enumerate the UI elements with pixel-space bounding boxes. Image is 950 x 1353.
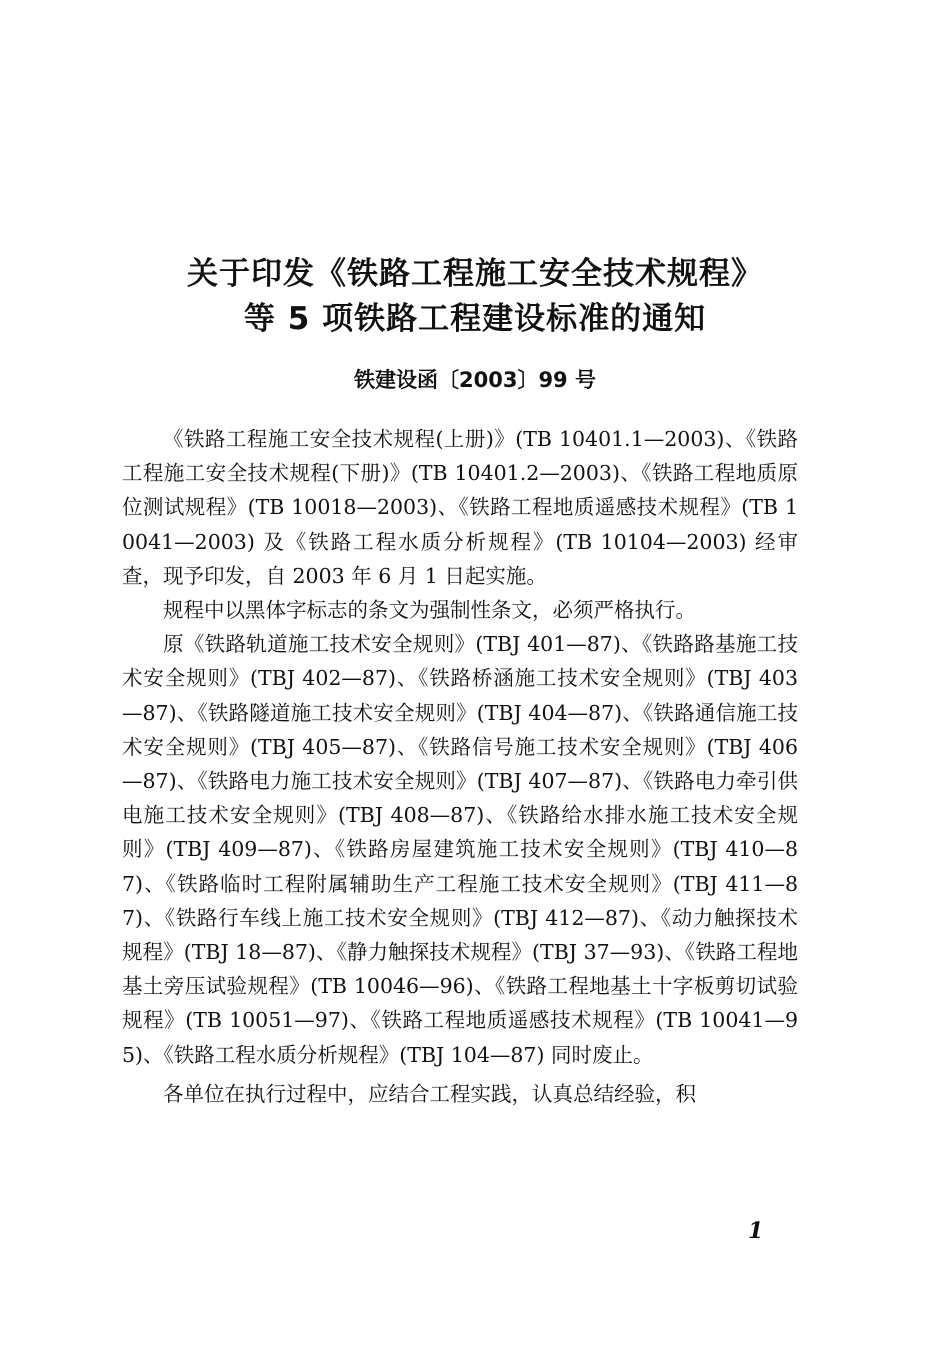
document-title-line-2: 等 5 项铁路工程建设标准的通知 (243, 301, 707, 337)
page-number: 1 (748, 1218, 764, 1244)
paragraph-repealed-standards: 原《铁路轨道施工技术安全规则》(TBJ 401—87)、《铁路路基施工技术安全规则》(TBJ 402—87)、《铁路桥涵施工技术安全规则》(TBJ 403—87)、《铁路隧道施工技术安全规则》(TBJ 404—87)、《铁路通信施工技术安全规则》(TBJ 405—87)、《铁路信号施工技术安全规则》(TBJ 406—87)、《铁路电力施工技术安全规则》(TBJ 407—87)、《铁路电力牵引供电施工技术安全规则》(TBJ 408—87)、《铁路给水排水施工技术安全规则》(TBJ 409—87)、《铁路房屋建筑施工技术安全规则》(TBJ 410—87)、《铁路临时工程附属辅助生产工程施工技术安全规则》(TBJ 411—87)、《铁路行车线上施工技术安全规则》(TBJ 412—87)、《动力触探技术规程》(TBJ 18—87)、《静力触探技术规程》(TBJ 37—93)、《铁路工程地基土旁压试验规程》(TB 10046—96)、《铁路工程地基土十字板剪切试验规程》(TB 10051—97)、《铁路工程地质遥感技术规程》(TB 10041—95)、《铁路工程水质分析规程》(TBJ 104—87) 同时废止。 (122, 632, 798, 1067)
paragraph-issuance: 《铁路工程施工安全技术规程(上册)》(TB 10401.1—2003)、《铁路工程施工安全技术规程(下册)》(TB 10401.2—2003)、《铁路工程地质原位测试规程》(TB 10018—2003)、《铁路工程地质遥感技术规程》(TB 10041—2003) 及《铁路工程水质分析规程》(TB 10104—2003) 经审查，现予印发，自 2003 年 6 月 1 日起实施。 (122, 427, 798, 588)
paragraph-mandatory-clauses: 规程中以黑体字标志的条文为强制性条文，必须严格执行。 (163, 598, 696, 623)
document-title-line-1: 关于印发《铁路工程施工安全技术规程》 (187, 256, 763, 292)
document-body (122, 422, 798, 1111)
document-number: 铁建设函〔2003〕99 号 (354, 368, 596, 392)
paragraph-implementation: 各单位在执行过程中，应结合工程实践，认真总结经验，积 (163, 1081, 696, 1106)
